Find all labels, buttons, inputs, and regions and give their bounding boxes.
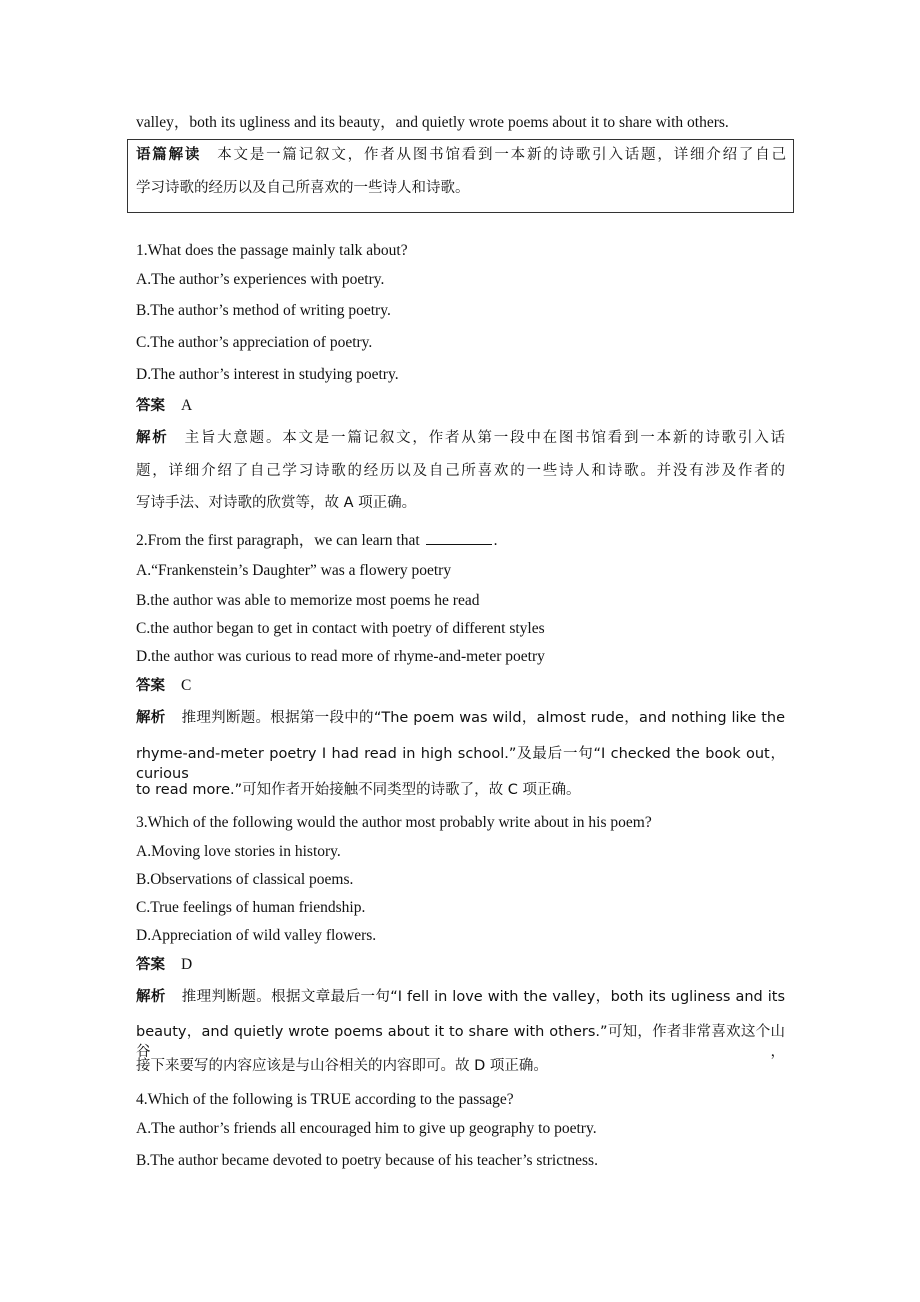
answer-line xyxy=(136,396,192,416)
analysis-line: to read more.”可知作者开始接触不同类型的诗歌了，故 C 项正确。 xyxy=(136,782,581,798)
analysis-text: 推理判断题。根据第一段中的“The poem was wild，almost rude，and nothing like the xyxy=(181,710,785,726)
analysis-label: 解析 xyxy=(136,710,166,726)
option: C.the author began to get in contact with poetry of different styles xyxy=(136,620,545,637)
analysis-line: rhyme-and-meter poetry I had read in high school.”及最后一句“I checked the book out，curious xyxy=(136,746,785,782)
analysis-line: beauty，and quietly wrote poems about it to share with others.”可知，作者非常喜欢这个山谷， xyxy=(136,1024,785,1060)
analysis-line: 题，详细介绍了自己学习诗歌的经历以及自己所喜欢的一些诗人和诗歌。并没有涉及作者的 xyxy=(136,463,785,479)
question-stem: 4.Which of the following is TRUE according to the passage? xyxy=(136,1091,514,1108)
analysis-line xyxy=(136,428,785,448)
option: A.Moving love stories in history. xyxy=(136,843,341,860)
option: A.The author’s experiences with poetry. xyxy=(136,271,385,288)
answer-value: A xyxy=(181,397,193,414)
question-stem xyxy=(136,530,498,551)
analysis-text: 主旨大意题。本文是一篇记叙文，作者从第一段中在图书馆看到一本新的诗歌引入话 xyxy=(184,430,786,446)
analysis-label: 解析 xyxy=(136,989,166,1005)
question-stem: 1.What does the passage mainly talk about? xyxy=(136,242,408,259)
option: C.The author’s appreciation of poetry. xyxy=(136,334,373,351)
option: B.The author’s method of writing poetry. xyxy=(136,302,391,319)
analysis-text: 推理判断题。根据文章最后一句“I fell in love with the valley，both its ugliness and its xyxy=(181,989,785,1005)
option: D.Appreciation of wild valley flowers. xyxy=(136,927,377,944)
option: D.the author was curious to read more of rhyme-and-meter poetry xyxy=(136,648,545,665)
analysis-line xyxy=(136,987,785,1007)
option: B.Observations of classical poems. xyxy=(136,871,354,888)
analysis-line: 写诗手法、对诗歌的欣赏等，故 A 项正确。 xyxy=(136,495,417,511)
option: A.The author’s friends all encouraged him to give up geography to poetry. xyxy=(136,1120,597,1137)
answer-value: C xyxy=(181,677,192,694)
question-text: 2.From the first paragraph，we can learn that xyxy=(136,532,420,549)
analysis-label: 解析 xyxy=(136,430,169,446)
passage-end-text: valley，both its ugliness and its beauty，and quietly wrote poems about it to share with others. xyxy=(136,114,729,131)
answer-label: 答案 xyxy=(136,678,165,694)
option: B.The author became devoted to poetry because of his teacher’s strictness. xyxy=(136,1152,598,1169)
answer-label: 答案 xyxy=(136,398,165,414)
option: B.the author was able to memorize most poems he read xyxy=(136,592,480,609)
answer-blank xyxy=(426,530,492,545)
summary-text: 本文是一篇记叙文，作者从图书馆看到一本新的诗歌引入话题，详细介绍了自己 xyxy=(217,147,787,163)
option: C.True feelings of human friendship. xyxy=(136,899,366,916)
answer-value: D xyxy=(181,956,193,973)
answer-line xyxy=(136,676,191,696)
question-stem: 3.Which of the following would the author most probably write about in his poem? xyxy=(136,814,652,831)
analysis-line: 接下来要写的内容应该是与山谷相关的内容即可。故 D 项正确。 xyxy=(136,1058,548,1074)
analysis-line xyxy=(136,708,785,728)
summary-line-2: 学习诗歌的经历以及自己所喜欢的一些诗人和诗歌。 xyxy=(136,180,470,196)
answer-line xyxy=(136,955,192,975)
option: A.“Frankenstein’s Daughter” was a flowery poetry xyxy=(136,562,452,579)
answer-label: 答案 xyxy=(136,957,165,973)
option: D.The author’s interest in studying poetry. xyxy=(136,366,399,383)
question-end: . xyxy=(493,532,498,549)
summary-line-1 xyxy=(136,145,786,165)
summary-label: 语篇解读 xyxy=(136,147,202,163)
